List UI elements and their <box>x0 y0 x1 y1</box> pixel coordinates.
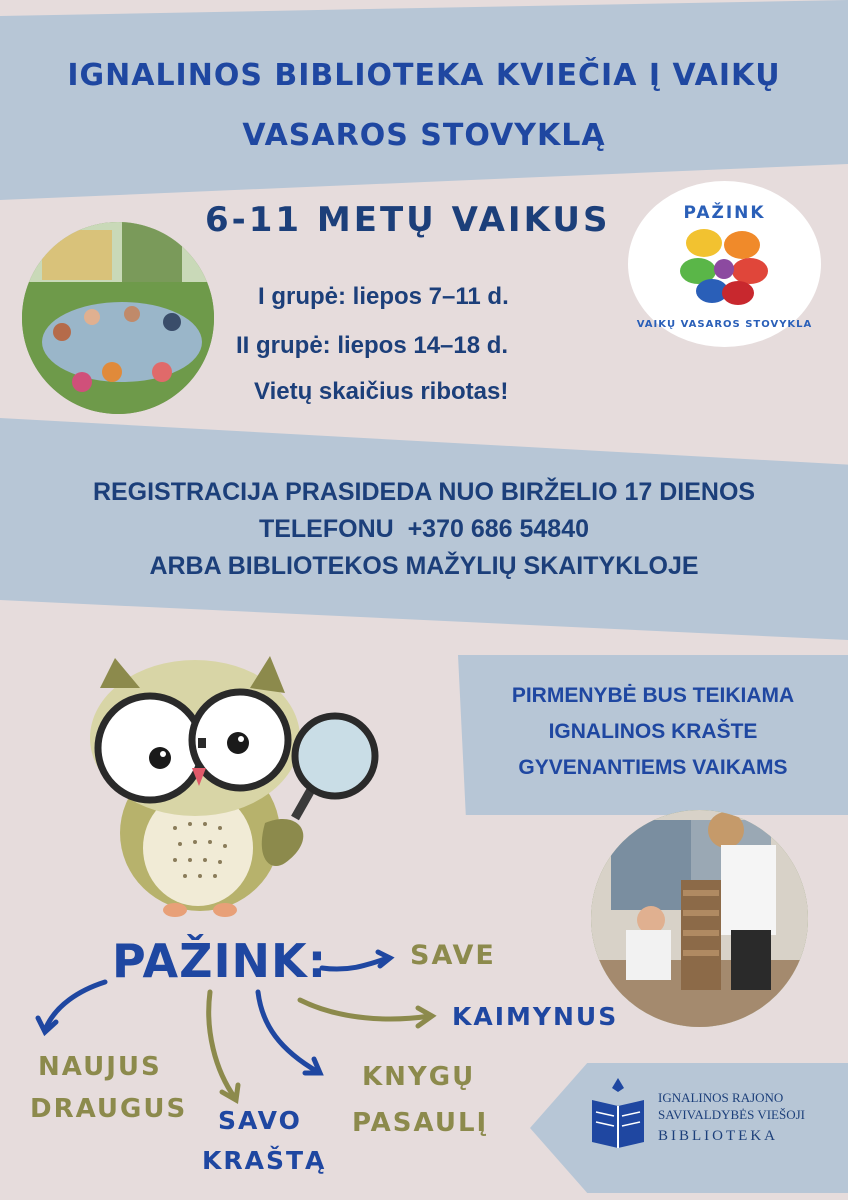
library-book-icon <box>588 1076 648 1150</box>
camp-photo-outdoor-image <box>22 222 214 414</box>
camp-photo-outdoor <box>22 222 214 414</box>
title-band <box>0 0 848 200</box>
arrow-to-savo <box>209 992 235 1098</box>
mindmap-word-knygu: KNYGŲ <box>362 1062 476 1092</box>
mindmap-word-save: SAVE <box>410 940 496 971</box>
priority-line2: IGNALINOS KRAŠTE <box>548 720 758 743</box>
mindmap-center-word: PAŽINK: <box>112 934 328 988</box>
camp-logo <box>628 181 821 347</box>
library-name-line3: BIBLIOTEKA <box>658 1128 778 1144</box>
age-heading: 6-11 METŲ VAIKUS <box>205 200 611 240</box>
mindmap-word-draugus: DRAUGUS <box>30 1094 188 1124</box>
registration-line3: ARBA BIBLIOTEKOS MAŽYLIŲ SKAITYKLOJE <box>149 552 699 580</box>
priority-line3: GYVENANTIEMS VAIKAMS <box>518 756 788 779</box>
logo-top-text: PAŽINK <box>683 203 766 223</box>
owl-with-magnifier-icon <box>80 648 380 923</box>
group-1-dates: I grupė: liepos 7–11 d. <box>258 283 509 310</box>
mindmap-word-naujus: NAUJUS <box>38 1052 162 1082</box>
poster-title-line1: IGNALINOS BIBLIOTEKA KVIEČIA Į VAIKŲ <box>67 58 781 93</box>
mindmap-word-krasta: KRAŠTĄ <box>202 1146 327 1175</box>
library-name-line1: IGNALINOS RAJONO <box>658 1090 784 1105</box>
registration-phone: TELEFONU +370 686 54840 <box>258 515 590 543</box>
library-book-icon-svg <box>588 1076 648 1150</box>
registration-line1: REGISTRACIJA PRASIDEDA NUO BIRŽELIO 17 DIENOS <box>92 478 756 506</box>
logo-bottom-text: VAIKŲ VASAROS STOVYKLA <box>636 319 813 330</box>
group-2-dates: II grupė: liepos 14–18 d. <box>236 332 509 359</box>
priority-line1: PIRMENYBĖ BUS TEIKIAMA <box>511 684 795 707</box>
mindmap-word-savo: SAVO <box>218 1106 302 1135</box>
library-name-line2: SAVIVALDYBĖS VIEŠOJI <box>658 1107 805 1122</box>
poster-title-line2: VASAROS STOVYKLĄ <box>242 118 606 153</box>
mindmap-word-pasauli: PASAULĮ <box>352 1108 489 1138</box>
limited-places-note: Vietų skaičius ribotas! <box>254 378 509 405</box>
owl-illustration <box>80 648 380 923</box>
arrow-to-kaimynus <box>300 1000 430 1019</box>
mindmap-word-kaimynus: KAIMYNUS <box>452 1002 619 1031</box>
